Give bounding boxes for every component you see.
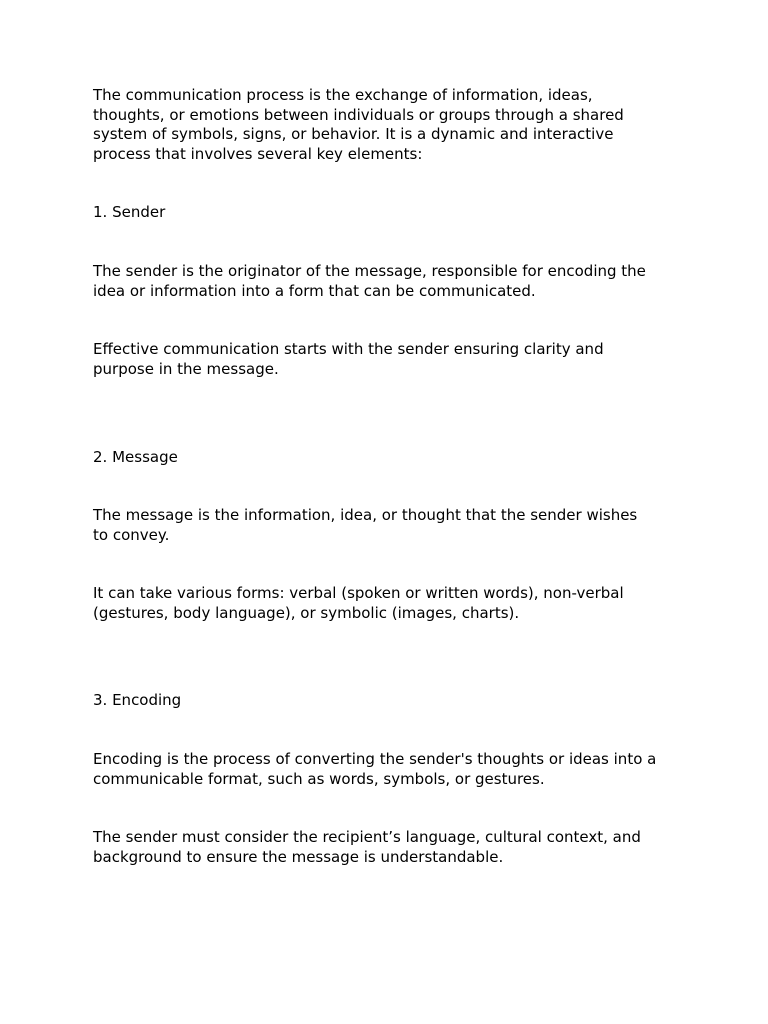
sender-paragraph-2: Effective communication starts with the sender ensuring clarity and purpose in the message. bbox=[93, 340, 604, 378]
section-heading-sender: 1. Sender bbox=[93, 203, 166, 221]
intro-paragraph: The communication process is the exchange of information, ideas, thoughts, or emotions between individuals or groups through a shared system of symbols, signs, or behavior. It is a dynamic and interactive process that involves several key elements: bbox=[93, 86, 624, 163]
message-paragraph-2: It can take various forms: verbal (spoken or written words), non-verbal (gestures, body language), or symbolic (images, charts). bbox=[93, 584, 624, 622]
section-heading-message: 2. Message bbox=[93, 448, 178, 466]
sender-paragraph-1: The sender is the originator of the message, responsible for encoding the idea or information into a form that can be communicated. bbox=[93, 262, 646, 300]
section-heading-encoding: 3. Encoding bbox=[93, 691, 182, 709]
encoding-paragraph-1: Encoding is the process of converting the sender's thoughts or ideas into a communicable format, such as words, symbols, or gestures. bbox=[93, 750, 657, 788]
encoding-paragraph-2: The sender must consider the recipient’s language, cultural context, and background to ensure the message is understandable. bbox=[93, 828, 641, 866]
message-paragraph-1: The message is the information, idea, or thought that the sender wishes to convey. bbox=[93, 506, 638, 544]
